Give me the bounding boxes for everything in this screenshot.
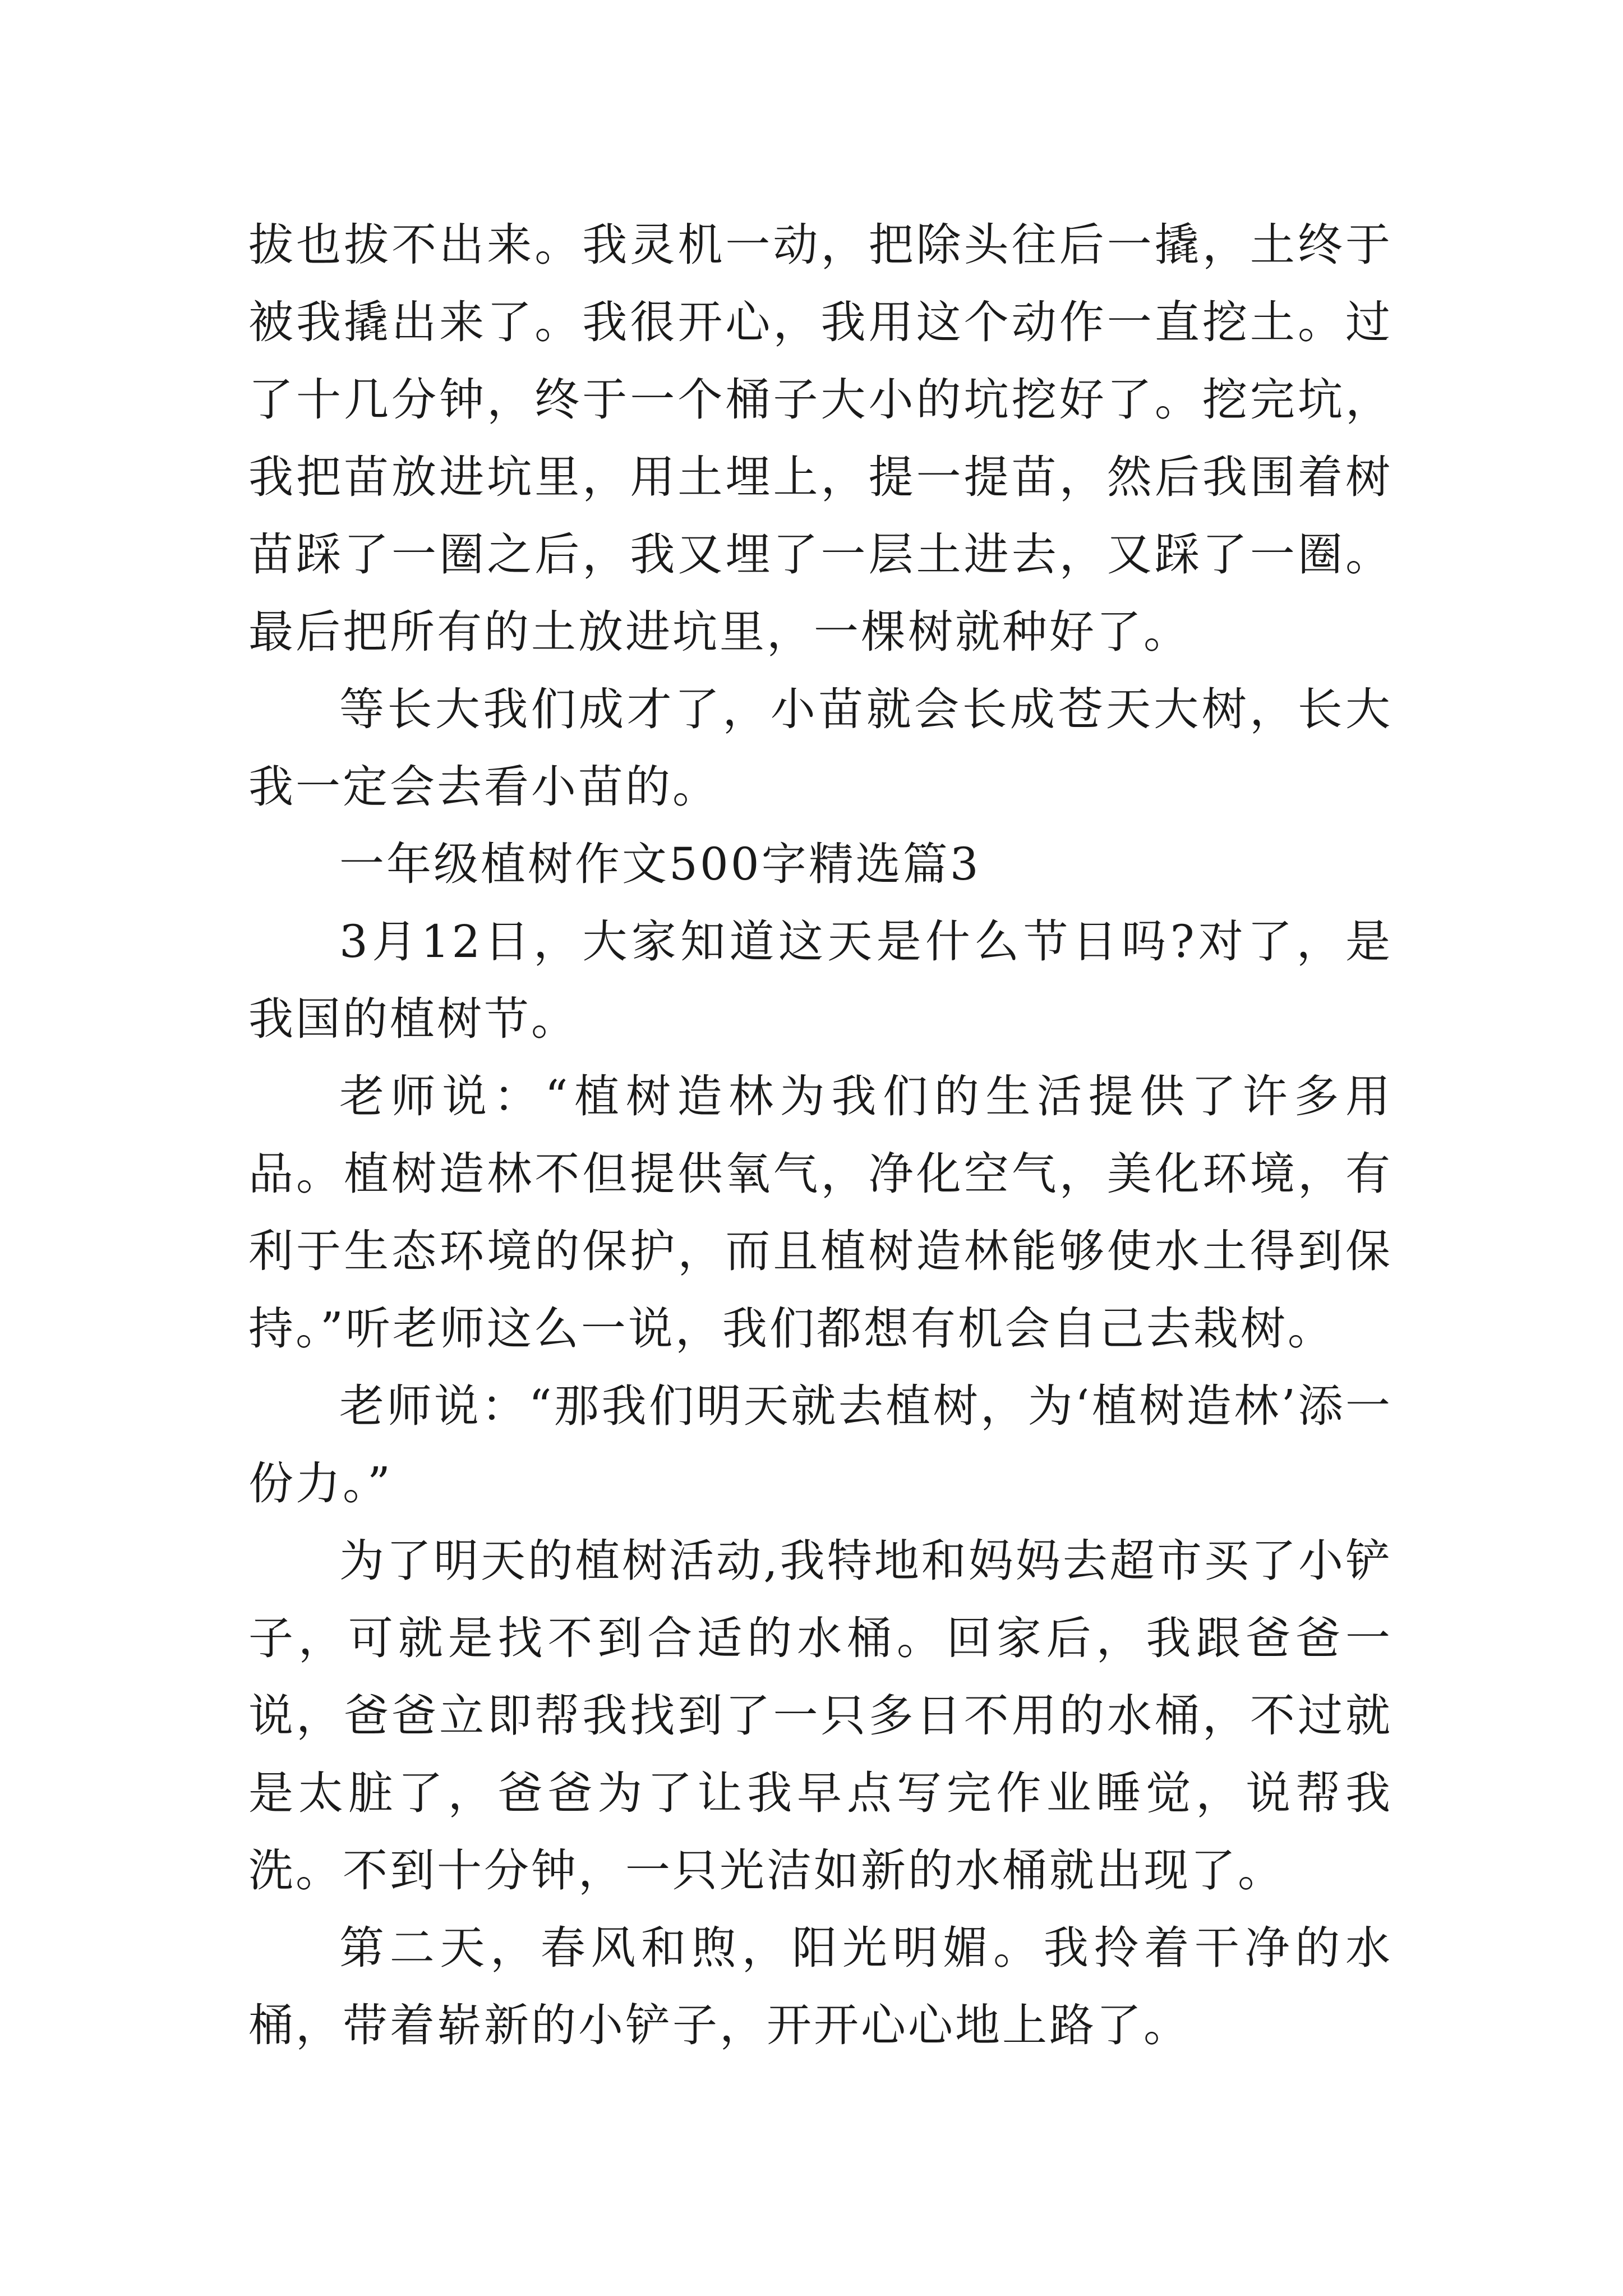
paragraph-4: 老师说：“植树造林为我们的生活提供了许多用品。植树造林不但提供氧气，净化空气，美化环境，有利于生态环境的保护，而且植树造林能够使水土得到保持。”听老师这么一说，我们都想有机会自己去栽树。 [248,1070,1393,1355]
paragraph-7: 第二天，春风和煦，阳光明媚。我拎着干净的水桶，带着崭新的小铲子，开开心心地上路了。 [248,1922,1393,2051]
paragraph-5: 老师说：“那我们明天就去植树，为‘植树造林’添一份力。” [248,1380,1393,1510]
body-text [248,206,1393,2064]
section-heading: 一年级植树作文500字精选篇3 [339,838,981,890]
paragraph-1: 拔也拔不出来。我灵机一动，把除头往后一撬，土终于被我撬出来了。我很开心，我用这个动作一直挖土。过了十几分钟，终于一个桶子大小的坑挖好了。挖完坑，我把苗放进坑里，用土埋上，提一提苗，然后我围着树苗踩了一圈之后，我又埋了一层土进去，又踩了一圈。最后把所有的土放进坑里，一棵树就种好了。 [248,219,1393,658]
paragraph-2: 等长大我们成才了，小苗就会长成苍天大树，长大我一定会去看小苗的。 [248,683,1393,813]
paragraph-6: 为了明天的植树活动,我特地和妈妈去超市买了小铲子，可就是找不到合适的水桶。回家后，我跟爸爸一说，爸爸立即帮我找到了一只多日不用的水桶，不过就是太脏了，爸爸为了让我早点写完作业睡觉，说帮我洗。不到十分钟，一只光洁如新的水桶就出现了。 [248,1535,1393,1897]
paragraph-3: 3月12日，大家知道这天是什么节日吗?对了，是我国的植树节。 [248,915,1393,1045]
